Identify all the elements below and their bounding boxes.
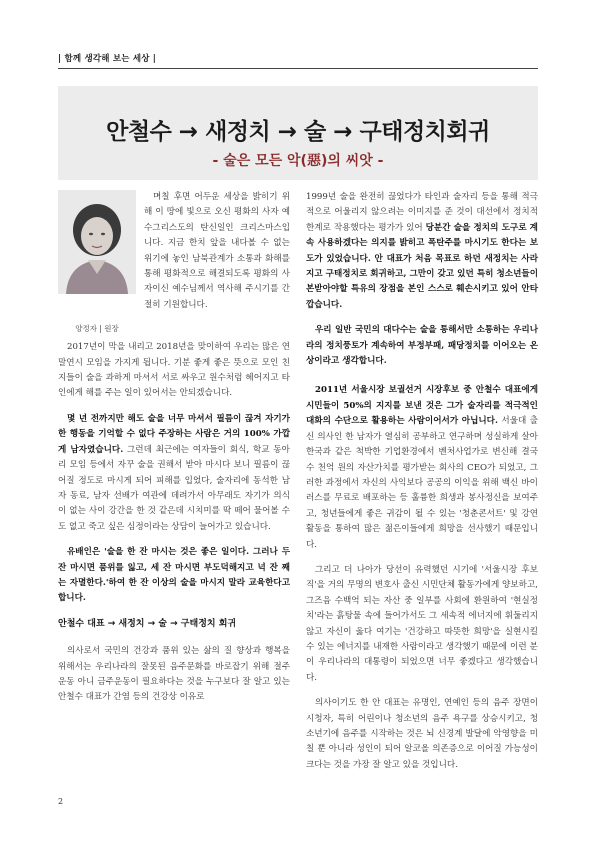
article-subtitle: - 술은 모든 악(惡)의 씨앗 - <box>212 153 384 169</box>
bold-phrase: 몇 년 전까지만 해도 술을 너무 마셔서 필름이 끊겨 자기가 한 행동을 기억할 수 없다 주장하는 사람은 거의 100% 가깝게 남자였습니다. <box>58 413 290 455</box>
author-photo <box>58 190 136 294</box>
paragraph-text: 그런데 최근에는 여자들이 회식, 학교 동아리 모임 등에서 자꾸 술을 권해서 받아 마시다 보니 필름이 끊어질 정도로 마시게 되어 피해를 입었다, 술자리에 동석한 남자 동료, 남자 선배가 여관에 데려가서 아무래도 자기가 의식이 없는 사이 강간을 한 것 같은데 시치미를 딱 떼어 물어볼 수도 없고 죽고 싶은 심정이라는 상담이 늘어가고 있습니다. <box>58 444 290 532</box>
right-column <box>306 190 538 783</box>
paragraph-text: 서울대 출신 의사인 한 남자가 열심히 공부하고 연구하며 성실하게 살아 한국과 같은 척박한 기업환경에서 벤처사업가로 변신해 결국 수 천억 원의 자산가치를 평가받는 회사의 CEO가 되었고, 그러한 과정에서 자신의 사익보다 공공의 이익을 위해 백신 바이러스를 무료로 배포하는 등 훌륭한 희생과 봉사정신을 보여주고, 청년들에게 좋은 귀감이 될 수 있는 '청춘콘서트' 및 강연 활동을 통하여 많은 젊은이들에게 희망을 선사했기 때문입니다. <box>306 416 538 550</box>
paragraph <box>58 412 290 535</box>
left-column <box>58 190 290 716</box>
paragraph-text: 1999년 술을 완전히 끊었다가 타인과 술자리 등을 통해 적극적으로 어울리지 않으려는 이미지를 준 것이 대선에서 정치적 한계로 작용했다는 평가가 있어 <box>306 192 538 233</box>
section-label: | 함께 생각해 보는 세상 | <box>58 54 157 64</box>
paragraph: 의사로서 국민의 건강과 품위 있는 삶의 질 향상과 행복을 위해서는 우리나라의 잘못된 음주문화를 바로잡기 위해 절주운동 아니 금주운동이 필요하다는 것을 누구보다 잘 알고 있는 안철수 대표가 간염 등의 건강상 이유로 <box>58 646 290 703</box>
bold-phrase: 2011년 서울시장 보궐선거 시장후보 중 안철수 대표에게 시민들이 50%의 지지를 보낸 것은 그가 술자리를 적극적인 대화의 수단으로 활용하는 사람이어서가 아닙니다. <box>306 385 538 427</box>
intro-paragraph: 며칠 후면 어두운 세상을 밝히기 위해 이 땅에 빛으로 오신 평화의 사자 예수그리스도의 탄신일인 크리스마스입니다. 지금 한치 앞을 내다볼 수 없는 위기에 놓인 남북관계가 소통과 화해를 통해 평화적으로 해결되도록 평화의 사자이신 예수님께서 역사해 주시기를 간절히 기원합니다. <box>144 192 290 310</box>
article-title: 안철수 → 새정치 → 술 → 구태정치회귀 <box>106 119 490 145</box>
section-heading: 안철수 대표 → 새정치 → 술 → 구태정치 회귀 <box>58 618 237 629</box>
author-caption: 양정자 | 원장 <box>75 324 119 334</box>
bold-paragraph: 유배인은 '술을 한 잔 마시는 것은 좋은 일이다. 그러나 두 잔 마시면 품위를 잃고, 세 잔 마시면 부도덕해지고 넉 잔 째는 자멸한다.'하여 한 잔 이상의 술을 마시지 말라 교육한다고 합니다. <box>58 547 290 604</box>
page-number: 2 <box>58 797 64 806</box>
paragraph <box>306 190 538 313</box>
header-divider <box>58 68 538 69</box>
bold-phrase: 당분간 술을 정치의 도구로 계속 사용하겠다는 의지를 밝히고 폭탄주를 마시기도 한다는 보도가 있었습니다. 안 대표가 처음 목표로 하던 새정치는 사라지고 구태정치로 회귀하고, 그만이 갖고 있던 특히 청소년들이 본받아야할 특유의 장점을 본인 스스로 훼손시키고 있어 안타깝습니다. <box>306 222 538 310</box>
paragraph <box>306 383 538 552</box>
paragraph: 그리고 더 나아가 당선이 유력했던 시기에 '서울시장 후보직'을 거의 무명의 변호사 출신 시민단체 활동가에게 양보하고, 그즈음 수백억 되는 자산 중 일부를 사회에 환원하여 '현실정치'라는 흙탕물 속에 들어가서도 그 세속적 에너지에 휘둘리지 않고 자신이 옳다 여기는 '건강하고 따뜻한 희망'을 실현시킬 수 있는 에너지를 내재한 사람이라고 생각했기 때문에 이런 분이 우리나라의 대통령이 되었으면 너무 좋겠다고 생각했습니다. <box>306 564 538 683</box>
paragraph: 2017년이 막을 내리고 2018년을 맞이하여 우리는 많은 연말연시 모임을 가지게 됩니다. 기분 좋게 좋은 뜻으로 모인 친지들이 술을 과하게 마셔서 서로 싸우고 원수처럼 헤어지고 타인에게 해를 주는 일이 있어서는 안되겠습니다. <box>58 342 290 399</box>
paragraph: 의사이기도 한 안 대표는 유명인, 연예인 등의 음주 장면이 시청자, 특히 어린이나 청소년의 음주 욕구를 상승시키고, 청소년기에 음주를 시작하는 것은 뇌 신경계 발달에 악영향을 미칠 뿐 아니라 성인이 되어 알코올 의존증으로 이어질 가능성이 크다는 것을 가장 잘 알고 있을 것입니다. <box>306 698 538 770</box>
bold-paragraph: 우리 일반 국민의 대다수는 술을 통해서만 소통하는 우리나라의 정치풍토가 계속하여 부정부패, 패당정치를 이어오는 온상이라고 생각합니다. <box>306 325 538 367</box>
